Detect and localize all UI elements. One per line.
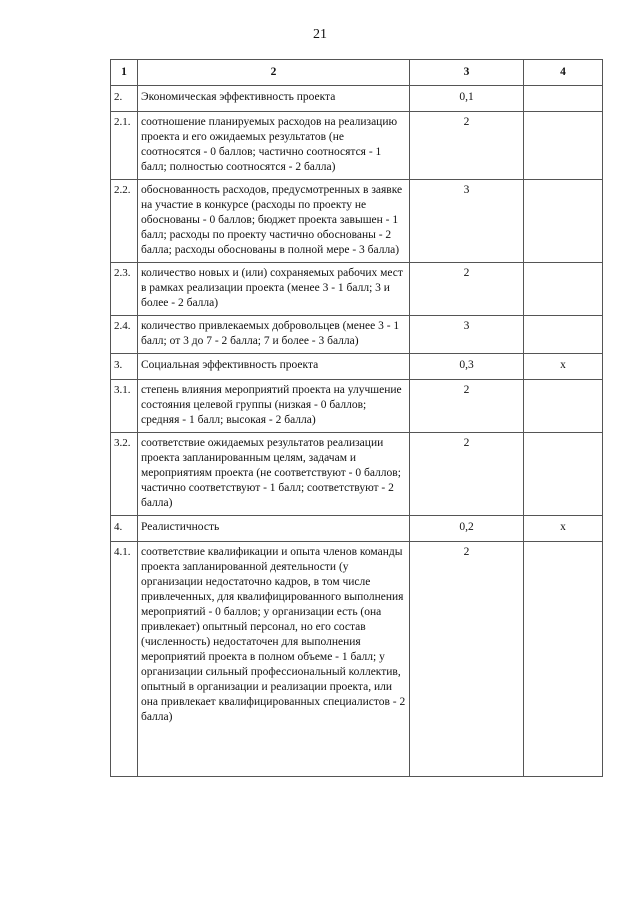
table-row [111, 180, 603, 263]
row-criterion: соответствие квалификации и опыта членов команды проекта запланированной деятельности (у организации недостаточно кадров, в том числе привлеченных, для квалифицированного выполнения мероприятий - 0 баллов; у организации есть (она привлекает) опытный персонал, но его состав (численность) недостаточен для выполнения мероприятий проекта в полном объеме - 1 балл; у организации сильный профессиональный коллектив, опытный в организации и реализации проекта, или она привлекает квалифицированных специалистов - 2 балла) [138, 542, 410, 777]
table-row [111, 112, 603, 180]
row-number: 2.3. [111, 263, 138, 316]
row-number: 3. [111, 354, 138, 380]
row-value: 0,3 [410, 354, 524, 380]
table-row [111, 263, 603, 316]
row-criterion: соотношение планируемых расходов на реализацию проекта и его ожидаемых результатов (не соотносятся - 0 баллов; частично соотносятся - 1 балл; полностью соотносятся - 2 балла) [138, 112, 410, 180]
row-col4 [524, 180, 603, 263]
header-cell-2: 2 [138, 60, 410, 86]
row-value: 2 [410, 380, 524, 433]
row-number: 4. [111, 516, 138, 542]
row-number: 4.1. [111, 542, 138, 777]
criteria-table [110, 59, 603, 777]
row-value: 3 [410, 316, 524, 354]
row-criterion: соответствие ожидаемых результатов реализации проекта запланированным целям, задачам и мероприятиям проекта (не соответствуют - 0 баллов; частично соответствуют - 1 балл; соответствуют - 2 балла) [138, 433, 410, 516]
row-number: 2.1. [111, 112, 138, 180]
row-criterion: Социальная эффективность проекта [138, 354, 410, 380]
table-header-row [111, 60, 603, 86]
row-value: 2 [410, 433, 524, 516]
row-value: 2 [410, 263, 524, 316]
row-col4 [524, 263, 603, 316]
table-row [111, 542, 603, 777]
row-criterion: степень влияния мероприятий проекта на улучшение состояния целевой группы (низкая - 0 баллов; средняя - 1 балл; высокая - 2 балла) [138, 380, 410, 433]
row-value: 0,1 [410, 86, 524, 112]
row-number: 2.2. [111, 180, 138, 263]
row-number: 2.4. [111, 316, 138, 354]
row-criterion: Реалистичность [138, 516, 410, 542]
row-criterion: Экономическая эффективность проекта [138, 86, 410, 112]
row-number: 3.2. [111, 433, 138, 516]
table-row [111, 433, 603, 516]
row-criterion: обоснованность расходов, предусмотренных в заявке на участие в конкурсе (расходы по проекту не обоснованы - 0 баллов; бюджет проекта завышен - 1 балл; расходы по проекту частично обоснованы - 2 балла; расходы обоснованы в полной мере - 3 балла) [138, 180, 410, 263]
row-col4 [524, 433, 603, 516]
row-col4: x [524, 354, 603, 380]
row-criterion: количество привлекаемых добровольцев (менее 3 - 1 балл; от 3 до 7 - 2 балла; 7 и более - 3 балла) [138, 316, 410, 354]
row-value: 2 [410, 112, 524, 180]
header-cell-4: 4 [524, 60, 603, 86]
row-col4 [524, 380, 603, 433]
row-value: 2 [410, 542, 524, 777]
row-value: 3 [410, 180, 524, 263]
table-row [111, 86, 603, 112]
table-row [111, 516, 603, 542]
row-col4 [524, 112, 603, 180]
row-number: 3.1. [111, 380, 138, 433]
row-number: 2. [111, 86, 138, 112]
row-col4 [524, 316, 603, 354]
row-col4: x [524, 516, 603, 542]
table-row [111, 354, 603, 380]
header-cell-3: 3 [410, 60, 524, 86]
table-row [111, 380, 603, 433]
row-col4 [524, 542, 603, 777]
row-col4 [524, 86, 603, 112]
row-criterion: количество новых и (или) сохраняемых рабочих мест в рамках реализации проекта (менее 3 - 1 балл; 3 и более - 2 балла) [138, 263, 410, 316]
row-value: 0,2 [410, 516, 524, 542]
table-row [111, 316, 603, 354]
header-cell-1: 1 [111, 60, 138, 86]
page-number: 21 [313, 27, 327, 42]
